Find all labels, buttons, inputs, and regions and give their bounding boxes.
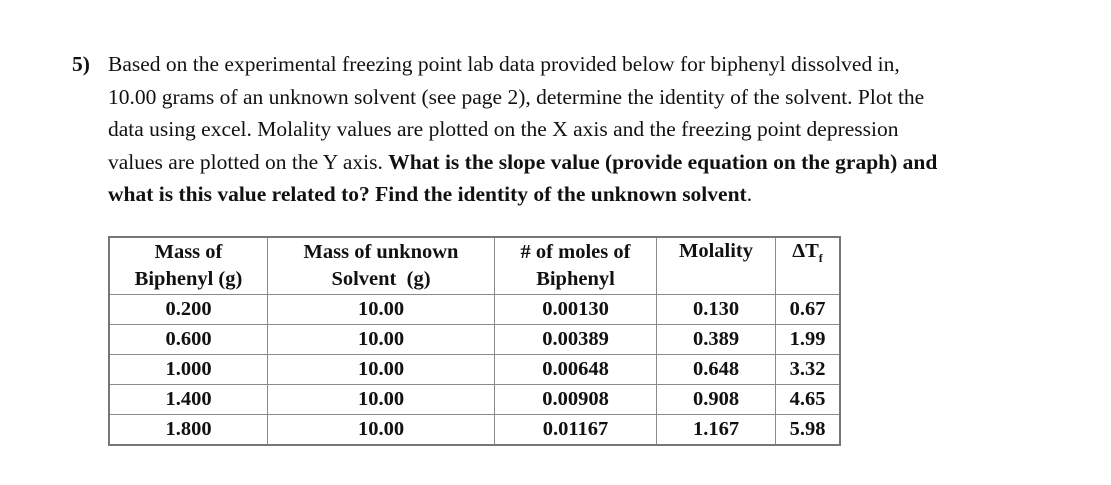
moles-cell: 0.00648: [495, 355, 657, 385]
question-number: 5): [72, 52, 90, 76]
mass-solvent-cell: 10.00: [268, 295, 495, 325]
header-mass-solvent: Mass of unknown Solvent (g): [268, 237, 495, 295]
moles-cell: 0.01167: [495, 415, 657, 446]
mass-biphenyl-cell: 0.200: [109, 295, 268, 325]
moles-cell: 0.00130: [495, 295, 657, 325]
header-molality: Molality: [657, 237, 776, 295]
data-table: [108, 236, 841, 446]
header-moles: # of moles of Biphenyl: [495, 237, 657, 295]
mass-biphenyl-cell: 1.400: [109, 385, 268, 415]
question-text: [72, 48, 1102, 211]
question-line-5: what is this value related to? Find the identity of the unknown solvent.: [108, 182, 753, 206]
molality-cell: 0.130: [657, 295, 776, 325]
table-header-row: [109, 237, 840, 295]
moles-cell: 0.00389: [495, 325, 657, 355]
delta-t-cell: 4.65: [776, 385, 841, 415]
delta-t-cell: 0.67: [776, 295, 841, 325]
molality-cell: 0.908: [657, 385, 776, 415]
molality-cell: 0.648: [657, 355, 776, 385]
mass-solvent-cell: 10.00: [268, 325, 495, 355]
molality-cell: 1.167: [657, 415, 776, 446]
mass-solvent-cell: 10.00: [268, 355, 495, 385]
table-row: [109, 295, 840, 325]
molality-cell: 0.389: [657, 325, 776, 355]
question-line-2: 10.00 grams of an unknown solvent (see page 2), determine the identity of the solvent. Plot the: [108, 84, 925, 109]
header-mass-biphenyl: Mass of Biphenyl (g): [109, 237, 268, 295]
header-delta-t: $\Delta T_f$: [776, 237, 841, 295]
mass-biphenyl-cell: 1.000: [109, 355, 268, 385]
table-row: [109, 415, 840, 446]
question-line-4: values are plotted on the Y axis. What is the slope value (provide equation on the graph) and: [108, 149, 938, 174]
moles-cell: 0.00908: [495, 385, 657, 415]
table-row: [109, 325, 840, 355]
delta-t-cell: 1.99: [776, 325, 841, 355]
mass-biphenyl-cell: 1.800: [109, 415, 268, 446]
table-row: [109, 355, 840, 385]
question-line-1: 5) Based on the experimental freezing point lab data provided below for biphenyl dissolved in,: [72, 48, 1102, 81]
mass-solvent-cell: 10.00: [268, 385, 495, 415]
mass-biphenyl-cell: 0.600: [109, 325, 268, 355]
table-row: [109, 385, 840, 415]
mass-solvent-cell: 10.00: [268, 415, 495, 446]
delta-t-cell: 3.32: [776, 355, 841, 385]
delta-t-cell: 5.98: [776, 415, 841, 446]
question-line-3: data using excel. Molality values are plotted on the X axis and the freezing point depression: [108, 117, 899, 141]
